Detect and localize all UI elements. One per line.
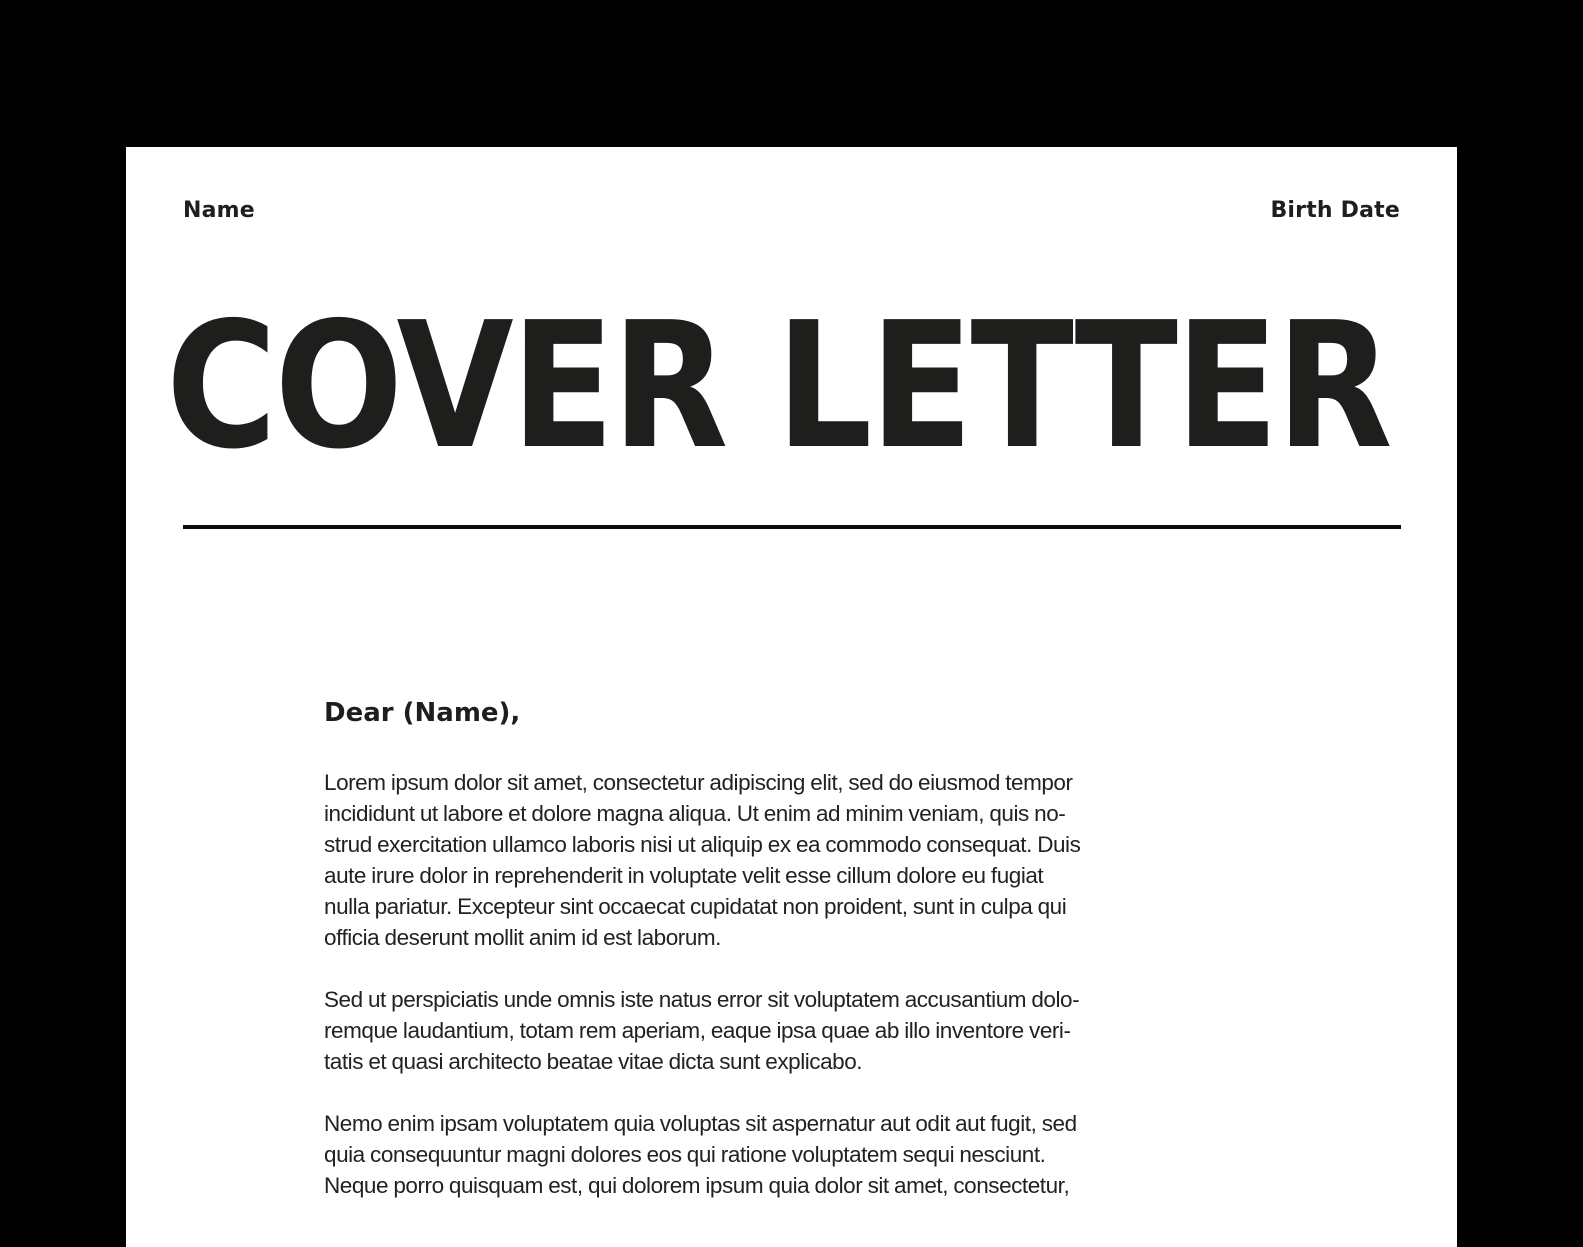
document-page <box>126 147 1457 1247</box>
text-line: tatis et quasi architecto beatae vitae dicta sunt explicabo. <box>324 1049 863 1074</box>
text-line: strud exercitation ullamco laboris nisi ut aliquip ex ea commodo consequat. Duis <box>324 832 1081 857</box>
text-line: Neque porro quisquam est, qui dolorem ipsum quia dolor sit amet, consectetur, <box>324 1173 1070 1198</box>
text-line: Lorem ipsum dolor sit amet, consectetur adipiscing elit, sed do eiusmod tempor <box>324 770 1073 795</box>
paragraph-1 <box>324 767 1264 953</box>
text-line: incididunt ut labore et dolore magna aliqua. Ut enim ad minim veniam, quis no- <box>324 801 1066 826</box>
divider <box>183 525 1401 529</box>
text-line: aute irure dolor in reprehenderit in voluptate velit esse cillum dolore eu fugiat <box>324 863 1044 888</box>
paragraph-3 <box>324 1108 1264 1201</box>
name-label: Name <box>183 198 255 223</box>
page-title: COVER LETTER <box>166 285 1391 488</box>
text-line: officia deserunt mollit anim id est laborum. <box>324 925 721 950</box>
salutation: Dear (Name), <box>324 698 521 728</box>
letter-body <box>324 693 1264 1232</box>
text-line: Nemo enim ipsam voluptatem quia voluptas sit aspernatur aut odit aut fugit, sed <box>324 1111 1077 1136</box>
text-line: remque laudantium, totam rem aperiam, eaque ipsa quae ab illo inventore veri- <box>324 1018 1071 1043</box>
paragraph-2 <box>324 984 1264 1077</box>
birth-date-label: Birth Date <box>1270 198 1400 223</box>
text-line: nulla pariatur. Excepteur sint occaecat cupidatat non proident, sunt in culpa qui <box>324 894 1067 919</box>
text-line: quia consequuntur magni dolores eos qui ratione voluptatem sequi nesciunt. <box>324 1142 1046 1167</box>
text-line: Sed ut perspiciatis unde omnis iste natus error sit voluptatem accusantium dolo- <box>324 987 1080 1012</box>
